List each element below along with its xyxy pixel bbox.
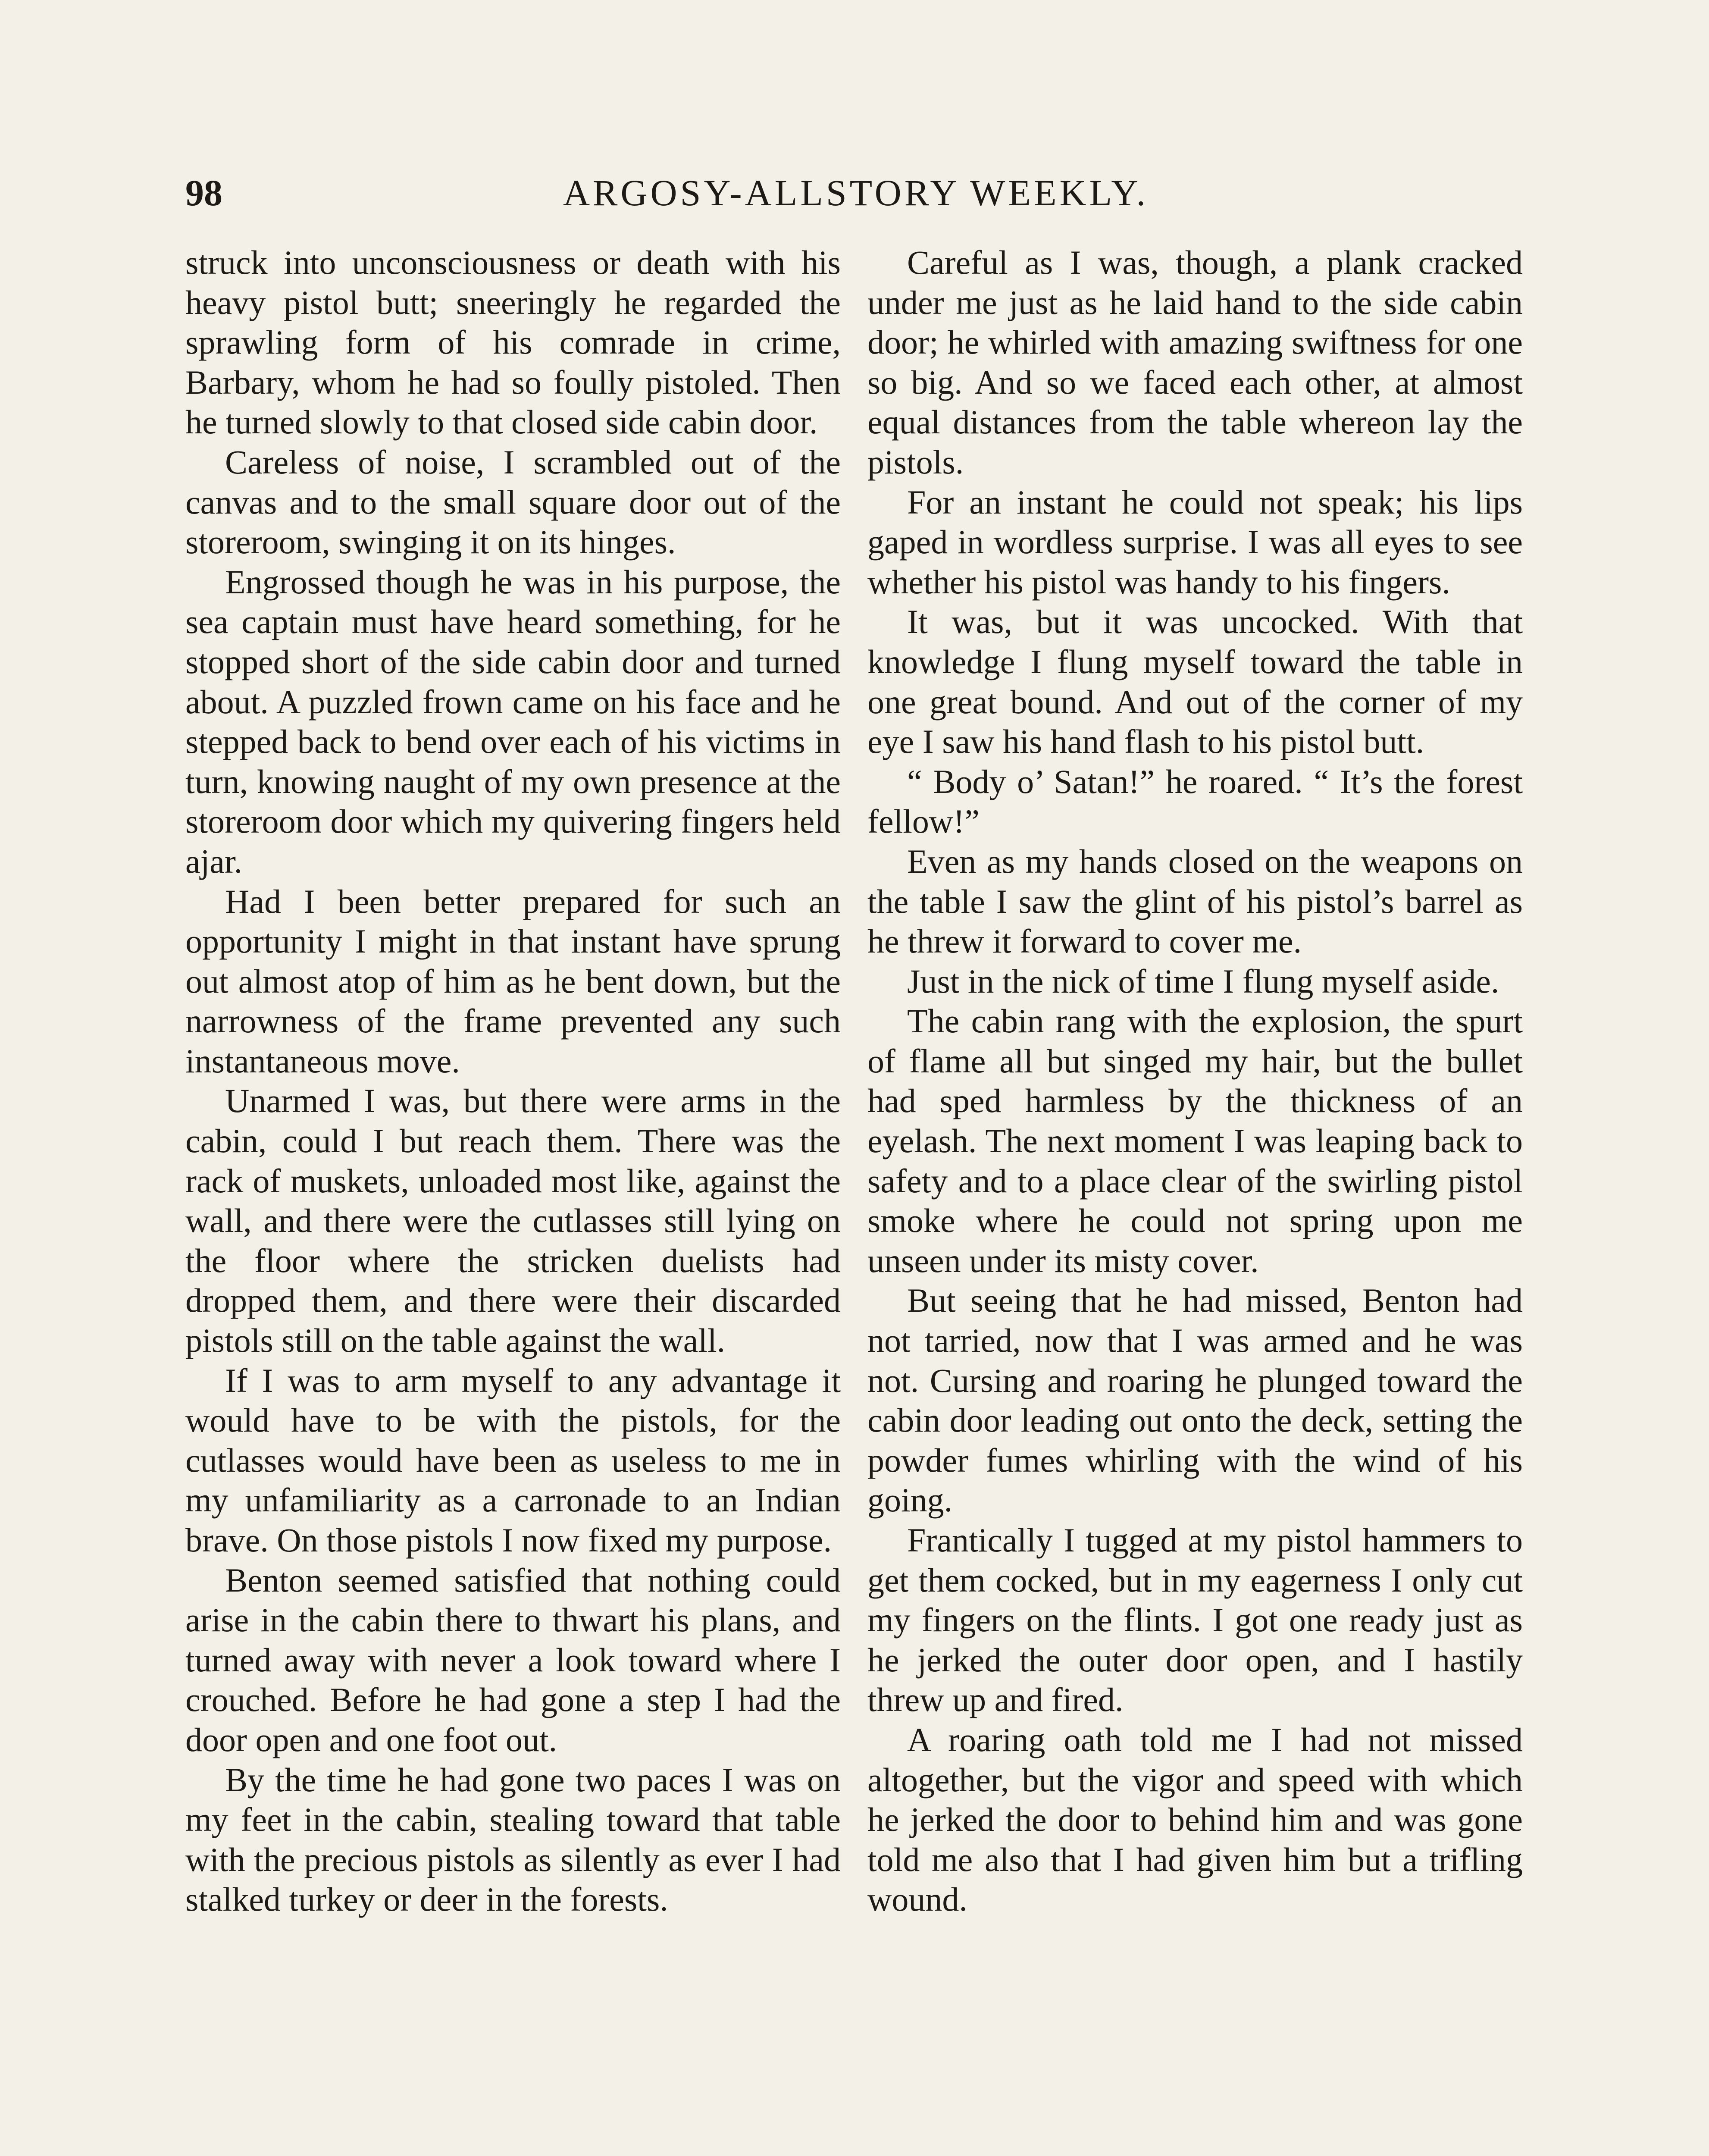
paragraph: Benton seemed satisfied that nothing could arise in the cabin there to thwart his plans, and turned away with never a look toward where I crouched. Before he had gone a step I had the door open and one foot out. <box>185 1561 841 1758</box>
paragraph: Even as my hands closed on the weapons on the table I saw the glint of his pistol’s barrel as he threw it forward to cover me. <box>867 842 1523 960</box>
paragraph: Careless of noise, I scrambled out of the canvas and to the small square door out of the storeroom, swinging it on its hinges. <box>185 443 841 561</box>
page-header <box>185 169 1526 216</box>
paragraph: Just in the nick of time I flung myself aside. <box>907 962 1499 1000</box>
page-number: 98 <box>185 172 222 213</box>
paragraph: By the time he had gone two paces I was on my feet in the cabin, stealing toward that table with the precious pistols as silently as ever I had stalked turkey or deer in the forests. <box>185 1761 841 1918</box>
left-column <box>185 243 841 2156</box>
right-column <box>867 243 1523 2156</box>
paragraph: But seeing that he had missed, Benton had not tarried, now that I was armed and he was not. Cursing and roaring he plunged toward the cabin door leading out onto the deck, setting the powder fumes whirling with the wind of his going. <box>867 1282 1523 1519</box>
paragraph: “ Body o’ Satan!” he roared. “ It’s the forest fellow!” <box>867 762 1523 840</box>
paragraph: Had I been better prepared for such an opportunity I might in that instant have sprung out almost atop of him as he bent down, but the narrowness of the frame prevented any such instantaneous move. <box>185 882 841 1080</box>
magazine-title: ARGOSY-ALLSTORY WEEKLY. <box>563 172 1149 213</box>
paragraph: struck into unconsciousness or death with his heavy pistol butt; sneeringly he regarded the sprawling form of his comrade in crime, Barbary, whom he had so foully pistoled. Then he turned slowly to that closed side cabin door. <box>185 244 841 441</box>
paragraph: The cabin rang with the explosion, the spurt of flame all but singed my hair, but the bullet had sped harmless by the thickness of an eyelash. The next moment I was leaping back to safety and to a place clear of the swirling pistol smoke where he could not spring upon me unseen under its misty cover. <box>867 1002 1523 1279</box>
paragraph: It was, but it was uncocked. With that knowledge I flung myself toward the table in one great bound. And out of the corner of my eye I saw his hand flash to his pistol butt. <box>867 603 1523 761</box>
paragraph: For an instant he could not speak; his lips gaped in wordless surprise. I was all eyes to see whether his pistol was handy to his fingers. <box>867 483 1523 601</box>
paragraph: A roaring oath told me I had not missed altogether, but the vigor and speed with which he jerked the door to behind him and was gone told me also that I had given him but a trifling wound. <box>867 1720 1523 1918</box>
paragraph: Unarmed I was, but there were arms in the cabin, could I but reach them. There was the rack of muskets, unloaded most like, against the wall, and there were the cutlasses still lying on the floor where the stricken duelists had dropped them, and there were their discarded pistols still on the table against the wall. <box>185 1082 841 1360</box>
paragraph: If I was to arm myself to any advantage it would have to be with the pistols, for the cutlasses would have been as useless to me in my unfamiliarity as a carronade to an Indian brave. On those pistols I now fixed my purpose. <box>185 1361 841 1559</box>
paragraph: Engrossed though he was in his purpose, the sea captain must have heard something, for he stopped short of the side cabin door and turned about. A puzzled frown came on his face and he stepped back to bend over each of his victims in turn, knowing naught of my own presence at the storeroom door which my quivering fingers held ajar. <box>185 563 841 880</box>
paragraph: Frantically I tugged at my pistol hammers to get them cocked, but in my eagerness I only cut my fingers on the flints. I got one ready just as he jerked the outer door open, and I hastily threw up and fired. <box>867 1521 1523 1719</box>
paragraph: Careful as I was, though, a plank cracked under me just as he laid hand to the side cabin door; he whirled with amazing swiftness for one so big. And so we faced each other, at almost equal distances from the table whereon lay the pistols. <box>867 244 1523 481</box>
